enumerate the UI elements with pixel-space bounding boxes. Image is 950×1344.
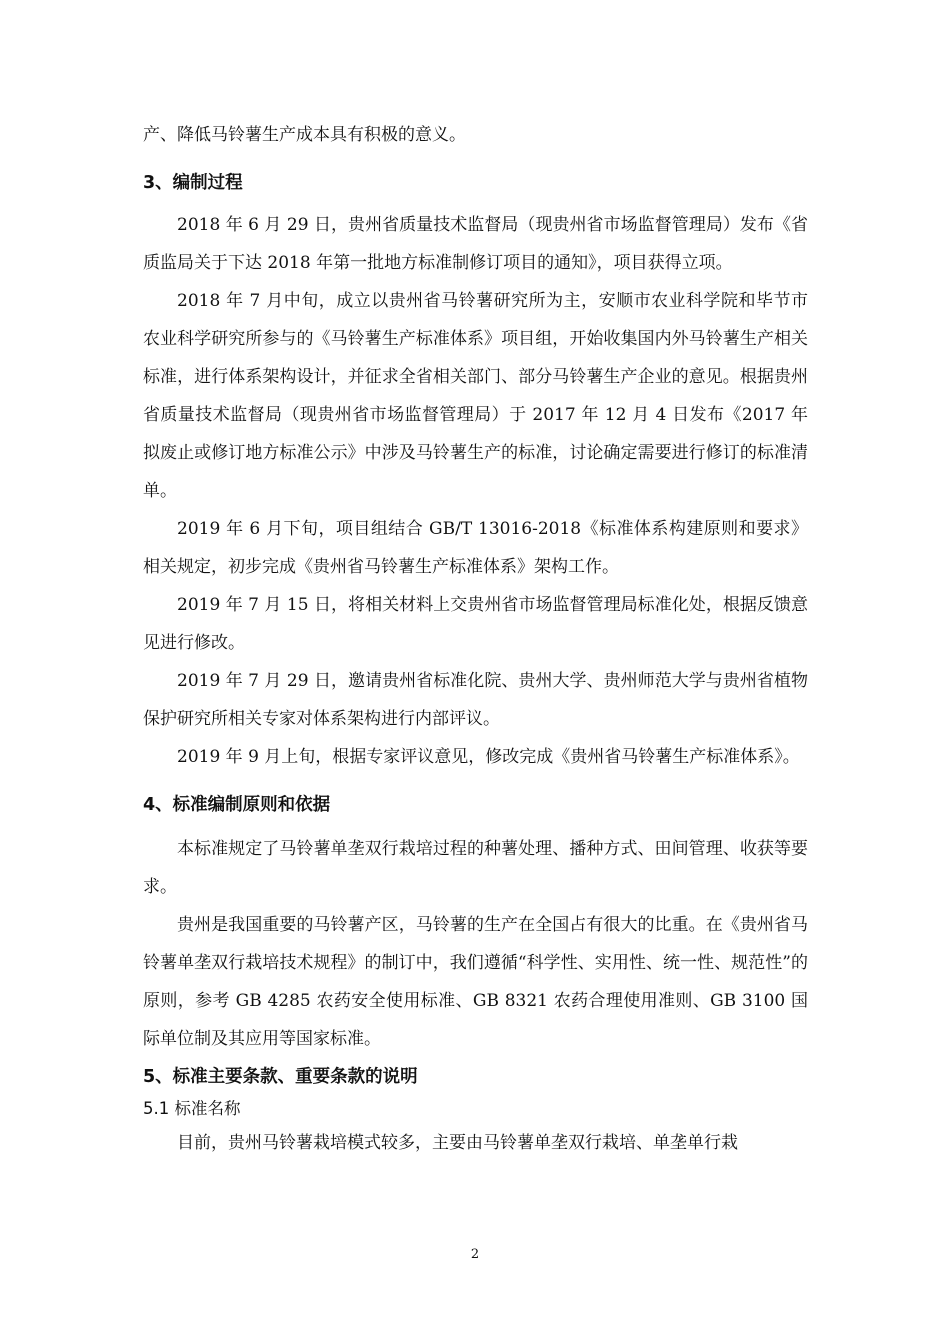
section-3-heading: 3、编制过程 [143,173,243,193]
section-3-paragraph-2: 2018 年 7 月中旬，成立以贵州省马铃薯研究所为主，安顺市农业科学院和毕节市农业科学研究所参与的《马铃薯生产标准体系》项目组，开始收集国内外马铃薯生产相关标准，进行体系架构设计，并征求全省相关部门、部分马铃薯生产企业的意见。根据贵州省质量技术监督局（现贵州省市场监督管理局）于 2017 年 12 月 4 日发布《2017 年拟废止或修订地方标准公示》中涉及马铃薯生产的标准，讨论确定需要进行修订的标准清单。 [143,291,808,501]
section-3-paragraph-6: 2019 年 9 月上旬，根据专家评议意见，修改完成《贵州省马铃薯生产标准体系》。 [177,747,800,767]
section-5-heading: 5、标准主要条款、重要条款的说明 [143,1067,418,1087]
section-4-paragraph-1: 本标准规定了马铃薯单垄双行栽培过程的种薯处理、播种方式、田间管理、收获等要求。 [143,839,808,897]
section-4-heading: 4、标准编制原则和依据 [143,795,331,815]
subsection-5-1-heading: 5.1 标准名称 [143,1099,241,1118]
section-4-paragraph-2: 贵州是我国重要的马铃薯产区，马铃薯的生产在全国占有很大的比重。在《贵州省马铃薯单垄双行栽培技术规程》的制订中，我们遵循“科学性、实用性、统一性、规范性”的原则，参考 GB 4285 农药安全使用标准、GB 8321 农药合理使用准则、GB 3100 国际单位制及其应用等国家标准。 [143,915,808,1049]
subsection-5-1-paragraph: 目前，贵州马铃薯栽培模式较多，主要由马铃薯单垄双行栽培、单垄单行栽 [177,1133,738,1153]
section-3-paragraph-1: 2018 年 6 月 29 日，贵州省质量技术监督局（现贵州省市场监督管理局）发布《省质监局关于下达 2018 年第一批地方标准制修订项目的通知》，项目获得立项。 [143,215,808,273]
section-3-paragraph-4: 2019 年 7 月 15 日，将相关材料上交贵州省市场监督管理局标准化处，根据反馈意见进行修改。 [143,595,808,653]
page-number: 2 [470,1247,480,1262]
page-body [143,116,808,1162]
section-3-paragraph-5: 2019 年 7 月 29 日，邀请贵州省标准化院、贵州大学、贵州师范大学与贵州省植物保护研究所相关专家对体系架构进行内部评议。 [143,671,808,729]
section-3-paragraph-3: 2019 年 6 月下旬，项目组结合 GB/T 13016-2018《标准体系构建原则和要求》相关规定，初步完成《贵州省马铃薯生产标准体系》架构工作。 [143,519,808,577]
intro-tail-paragraph: 产、降低马铃薯生产成本具有积极的意义。 [143,125,466,145]
